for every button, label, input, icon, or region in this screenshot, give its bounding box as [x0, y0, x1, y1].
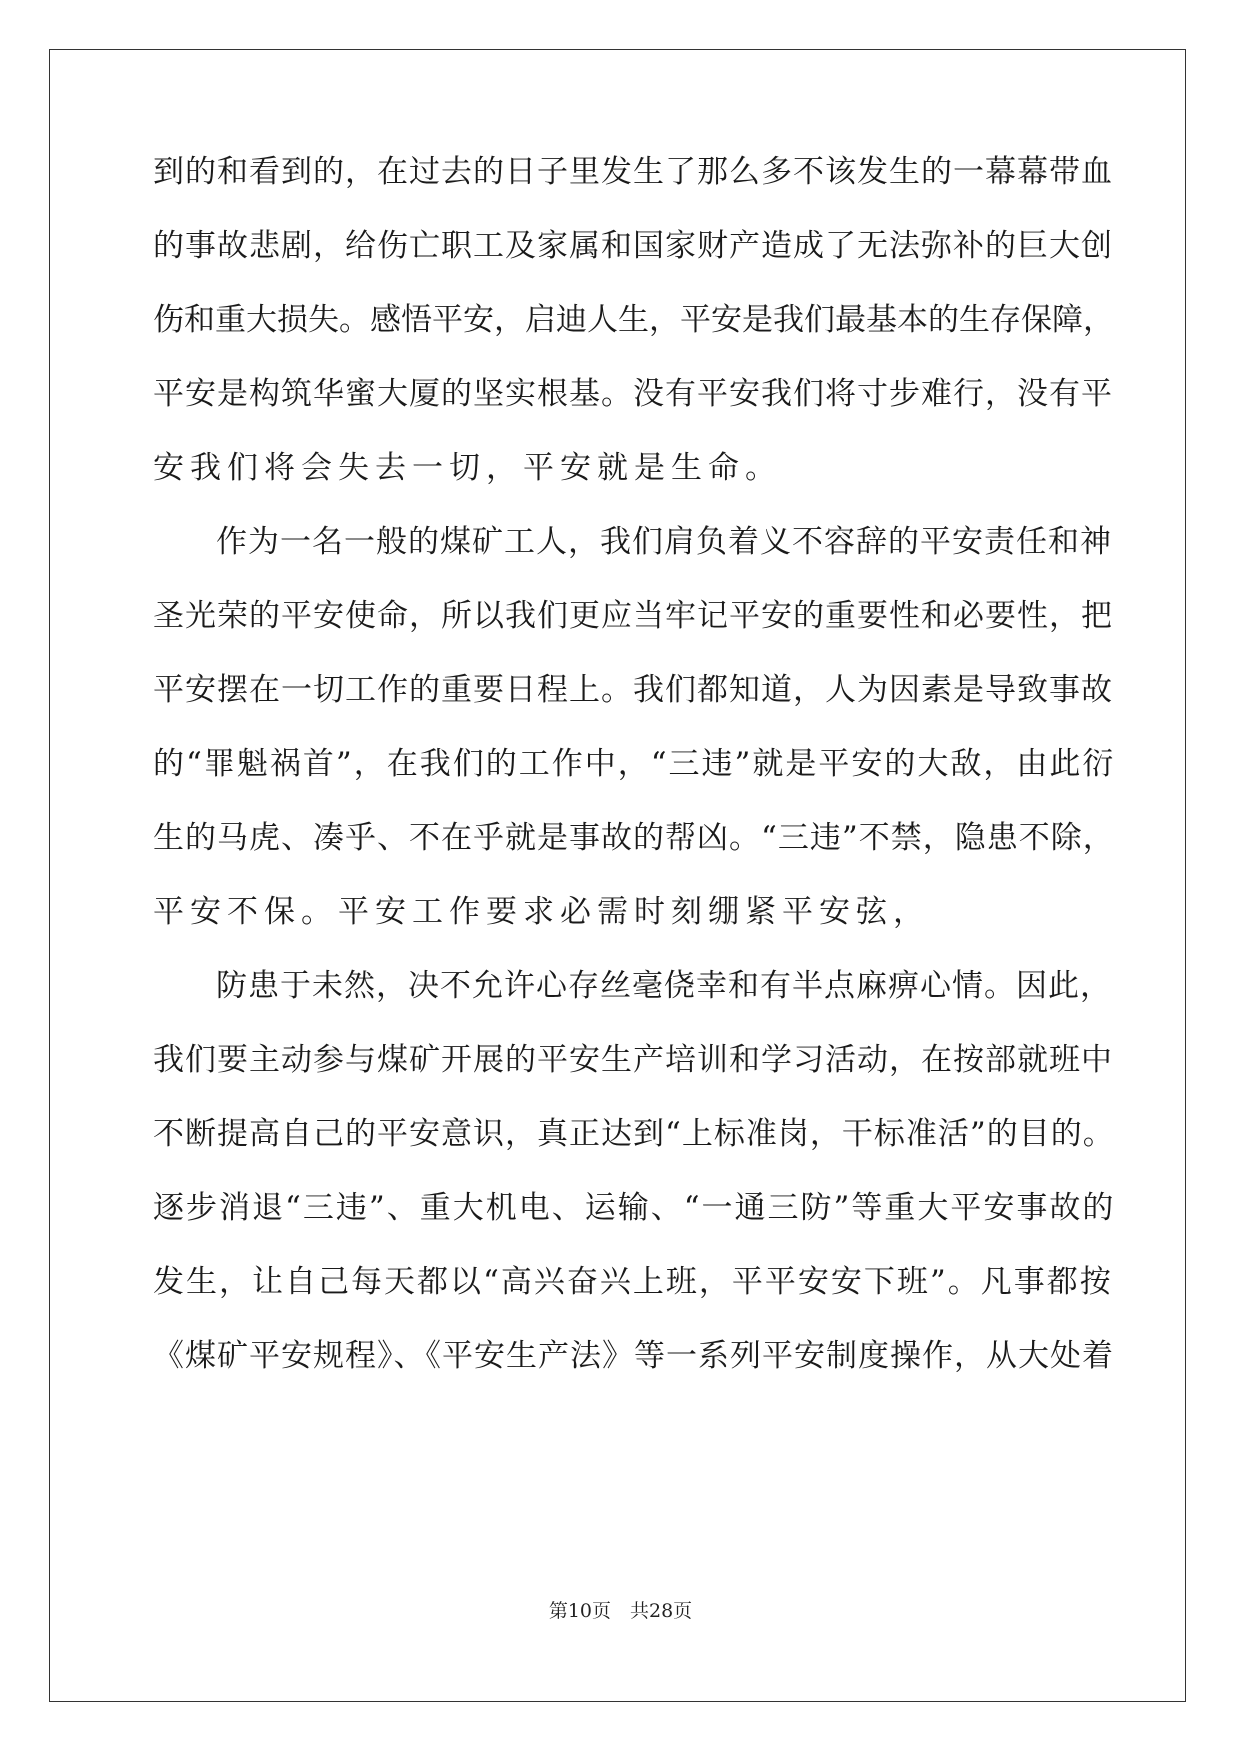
text-line: 发生，让自己每天都以“高兴奋兴上班，平平安安下班”。凡事都按: [153, 1264, 1113, 1300]
text-line: 《煤矿平安规程》、《平安生产法》等一系列平安制度操作，从大处着: [153, 1338, 1114, 1374]
text-line: 安我们将会失去一切，平安就是生命。: [153, 450, 782, 486]
paragraph-first-line: 作为一名一般的煤矿工人，我们肩负着义不容辞的平安责任和神: [216, 524, 1112, 560]
text-line: 我们要主动参与煤矿开展的平安生产培训和学习活动，在按部就班中: [153, 1042, 1113, 1078]
text-line: 生的马虎、凑乎、不在乎就是事故的帮凶。“三违”不禁，隐患不除，: [153, 820, 1115, 856]
text-line: 平安摆在一切工作的重要日程上。我们都知道，人为因素是导致事故: [153, 672, 1113, 708]
text-line: 圣光荣的平安使命，所以我们更应当牢记平安的重要性和必要性，把: [153, 598, 1113, 634]
text-line: 不断提高自己的平安意识，真正达到“上标准岗，干标准活”的目的。: [153, 1116, 1115, 1152]
page-number-footer: 第10页 共28页: [548, 1600, 693, 1622]
page-border: [49, 49, 1186, 1702]
text-line: 的事故悲剧，给伤亡职工及家属和国家财产造成了无法弥补的巨大创: [153, 228, 1113, 264]
text-line: 逐步消退“三违”、重大机电、运输、“一通三防”等重大平安事故的: [153, 1190, 1116, 1226]
text-line: 平安是构筑华蜜大厦的坚实根基。没有平安我们将寸步难行，没有平: [153, 376, 1113, 412]
text-line: 平安不保。平安工作要求必需时刻绷紧平安弦，: [153, 894, 930, 930]
text-line: 的“罪魁祸首”，在我们的工作中，“三违”就是平安的大敌，由此衍: [153, 746, 1116, 782]
text-line: 伤和重大损失。感悟平安，启迪人生，平安是我们最基本的生存保障，: [153, 302, 1114, 338]
text-line: 到的和看到的，在过去的日子里发生了那么多不该发生的一幕幕带血: [153, 154, 1113, 190]
paragraph-first-line: 防患于未然，决不允许心存丝毫侥幸和有半点麻痹心情。因此，: [216, 968, 1112, 1004]
